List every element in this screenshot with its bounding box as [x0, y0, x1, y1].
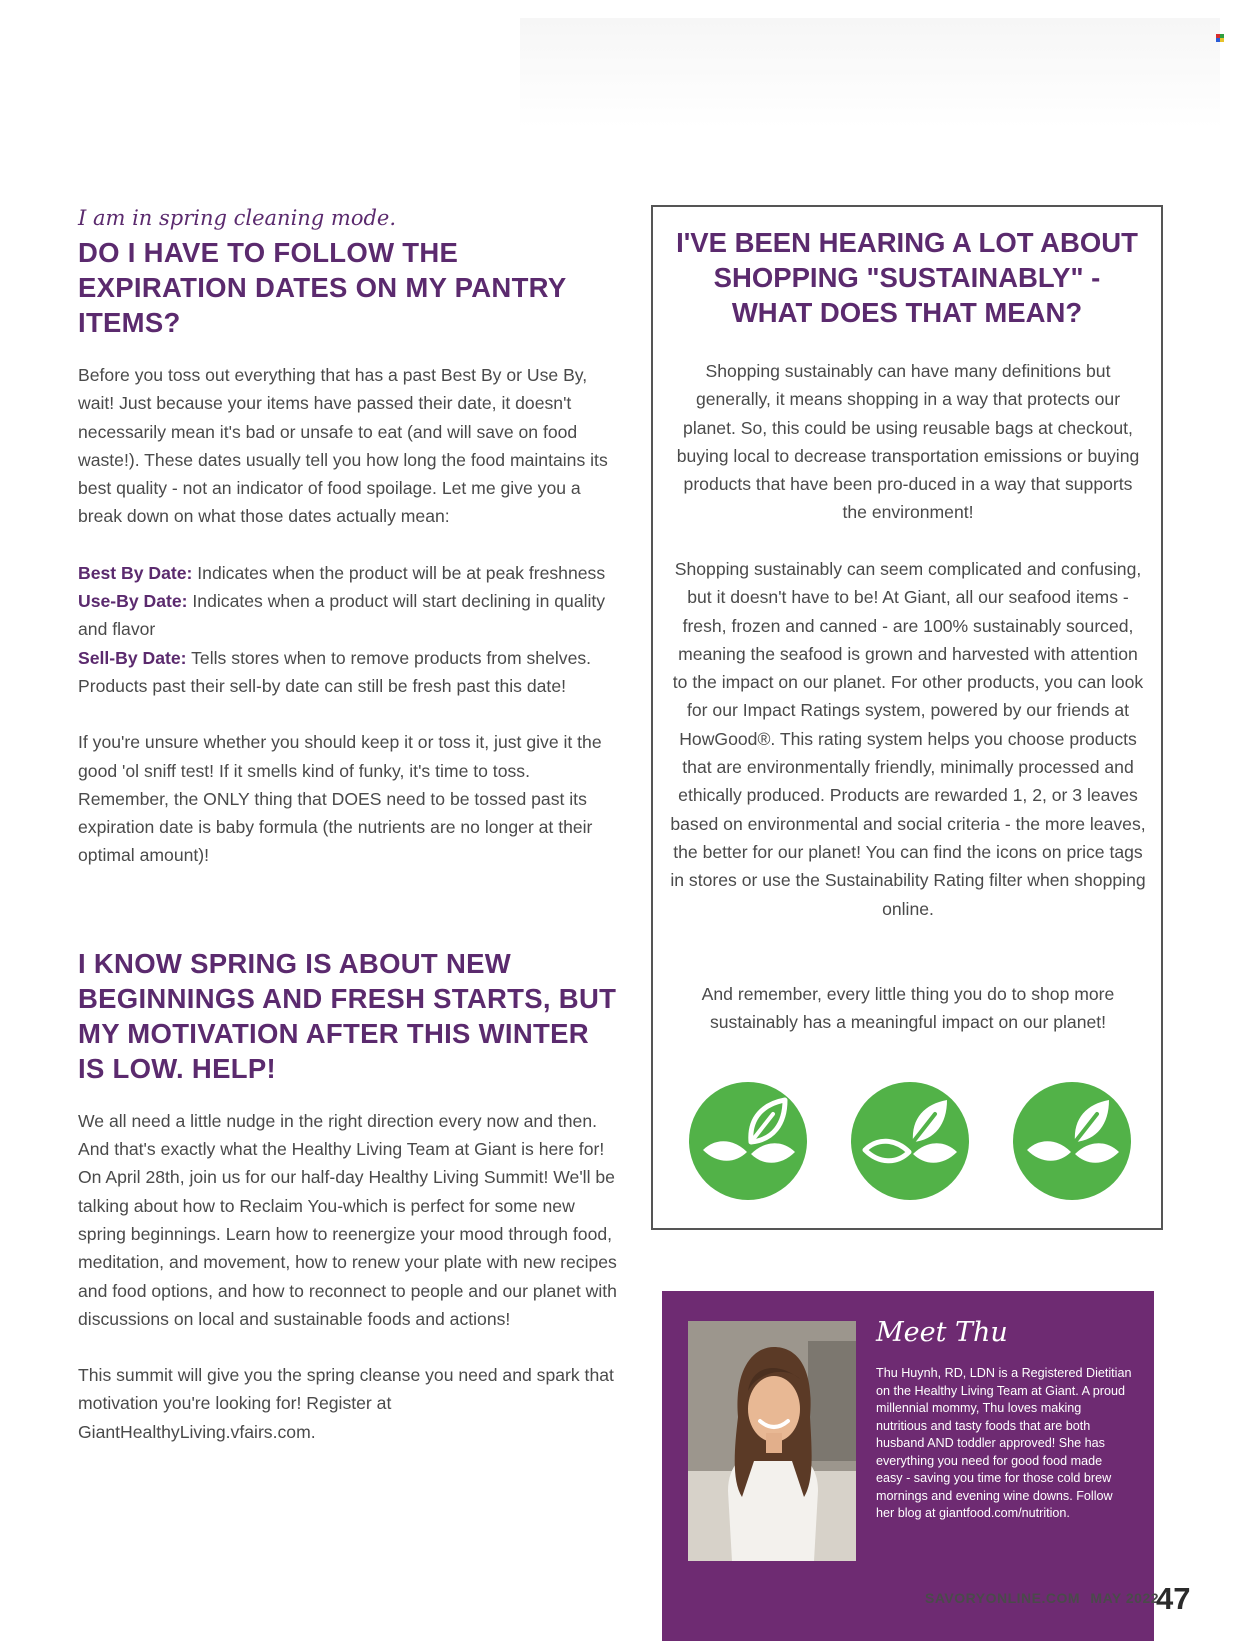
term-use-by: [78, 587, 618, 644]
term-best-by: [78, 559, 618, 587]
date-terms-list: [78, 559, 618, 700]
term-description: Indicates when a product will start declining in quality and flavor: [78, 591, 606, 640]
author-bio: Thu Huynh, RD, LDN is a Registered Dietitian on the Healthy Living Team at Giant. A proud millennial mommy, Thu loves making nutritious and tasty foods that are both husband AND toddler approved! She has everything you need for good food made easy - saving you time for those cold brew mornings and evening wine downs. Follow her blog at giantfood.com/nutrition.: [876, 1366, 1132, 1520]
author-bio-panel: [662, 1291, 1154, 1641]
term-label: Sell-By Date:: [78, 647, 187, 668]
leaf-rating-icon: [1013, 1082, 1131, 1200]
footer-site: SAVORYONLINE.COM: [925, 1590, 1081, 1606]
question-2-heading: I KNOW SPRING IS ABOUT NEW BEGINNINGS AND FRESH STARTS, BUT MY MOTIVATION AFTER THIS WINTER IS LOW. HELP!: [78, 947, 617, 1084]
sustainability-para-2: Shopping sustainably can seem complicated and confusing, but it doesn't have to be! At Giant, all our seafood items - fresh, frozen and canned - are 100% sustainably sourced, meaning the seafood is grown and harvested with attention to the impact on our planet. For other products, you can look for our Impact Ratings system, powered by our friends at HowGood®. This rating system helps you choose products that are environmentally friendly, minimally processed and ethically produced. Products are rewarded 1, 2, or 3 leaves based on environmental and social criteria - the more leaves, the better for our planet! You can find the icons on price tags in stores or use the Sustainability Rating filter when shopping online.: [670, 559, 1146, 919]
term-description: Tells stores when to remove products from shelves. Products past their sell-by date can still be fresh past this date!: [78, 647, 592, 696]
term-sell-by: [78, 644, 618, 701]
term-label: Use-By Date:: [78, 591, 188, 612]
sustainability-para-1: Shopping sustainably can have many definitions but generally, it means shopping in a way that protects our planet. So, this could be using reusable bags at checkout, buying local to decrease transportation emissions or buying products that have been pro-duced in a way that supports the environment!: [676, 361, 1140, 523]
question-2-body: We all need a little nudge in the right direction every now and then. And that's exactly what the Healthy Living Team at Giant is here for! On April 28th, join us for our half-day Healthy Living Summit! We'll be talking about how to Reclaim You-which is perfect for some new spring beginnings. Learn how to reenergize your mood through food, meditation, and movement, how to renew your plate with new recipes and food options, and how to reconnect to people and our planet with discussions on local and sustainable foods and actions!: [78, 1110, 617, 1329]
script-subheading: I am in spring cleaning mode.: [78, 206, 397, 230]
question-1-closing: If you're unsure whether you should keep it or toss it, just give it the good 'ol sniff test! If it smells kind of funky, it's time to toss. Remember, the ONLY thing that DOES need to be tossed past its expiration date is baby formula (the nutrients are no longer at their optimal amount)!: [78, 732, 602, 866]
summit-register-text: This summit will give you the spring cleanse you need and spark that motivation you're looking for! Register at GiantHealthyLiving.vfairs.com.: [78, 1365, 614, 1442]
term-description: Indicates when the product will be at peak freshness: [197, 562, 606, 583]
sustainability-para-3: And remember, every little thing you do to shop more sustainably has a meaningful impact on our planet!: [701, 984, 1115, 1033]
leaf-rating-icon: [689, 1082, 807, 1200]
left-column: [78, 205, 618, 1446]
term-label: Best By Date:: [78, 562, 193, 583]
sustainability-sidebar-box: [651, 205, 1163, 1230]
footer-issue: MAY 2022: [1090, 1590, 1160, 1606]
panel-title: Meet Thu: [876, 1317, 1008, 1348]
color-registration-mark: [1216, 34, 1224, 42]
question-1-intro: Before you toss out everything that has a past Best By or Use By, wait! Just because your items have passed their date, it doesn't necessarily mean it's bad or unsafe to eat (and will save on food waste!). These dates usually tell you how long the food maintains its best quality - not an indicator of food spoilage. Let me give you a break down on what those dates actually mean:: [78, 365, 608, 527]
page-number: 47: [1156, 1581, 1191, 1616]
leaf-rating-icon: [851, 1082, 969, 1200]
faded-header-artifact: [520, 18, 1220, 128]
author-photo: [688, 1321, 856, 1561]
question-1-heading: DO I HAVE TO FOLLOW THE EXPIRATION DATES ON MY PANTRY ITEMS?: [78, 237, 566, 338]
sustainability-heading: I'VE BEEN HEARING A LOT ABOUT SHOPPING "SUSTAINABLY" - WHAT DOES THAT MEAN?: [676, 227, 1138, 328]
page-footer: [925, 1590, 1159, 1606]
